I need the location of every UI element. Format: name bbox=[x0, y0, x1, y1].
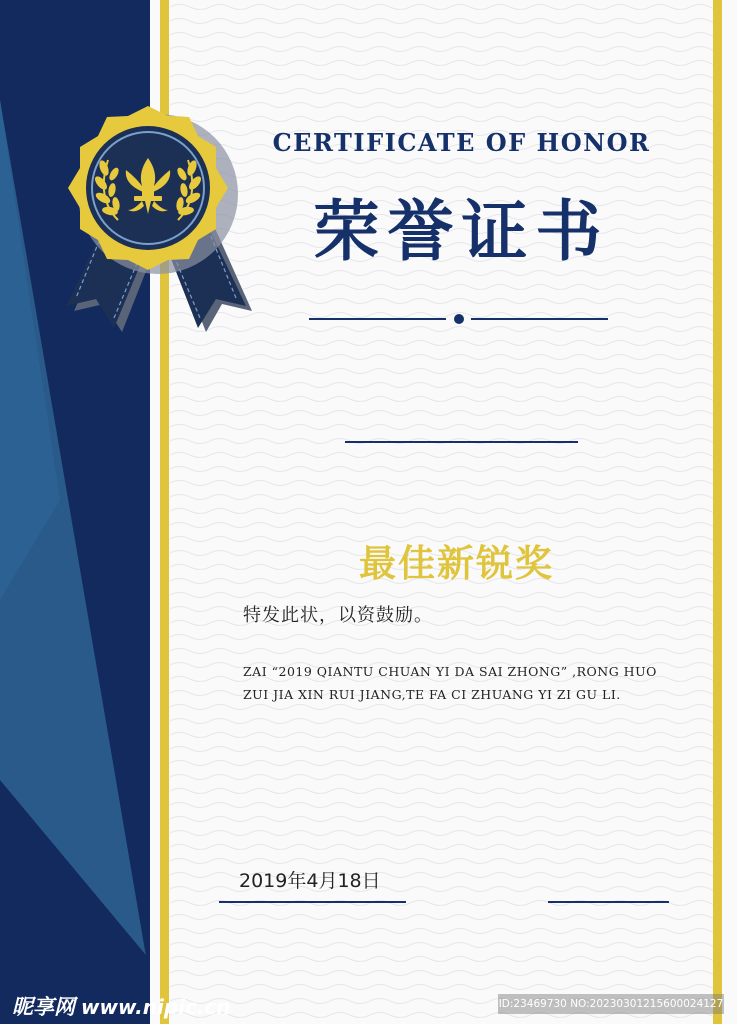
signature-line bbox=[548, 901, 669, 903]
title-divider-left bbox=[309, 318, 446, 320]
issue-date: 2019年4月18日 bbox=[239, 870, 381, 892]
watermark-site bbox=[12, 991, 231, 1021]
certificate-title-chinese: 荣誉证书 bbox=[313, 192, 610, 270]
recipient-name-line bbox=[345, 441, 578, 443]
body-text-chinese: 特发此状，以资鼓励。 bbox=[243, 605, 433, 626]
award-name: 最佳新锐奖 bbox=[359, 542, 554, 585]
title-divider-right bbox=[471, 318, 608, 320]
date-underline bbox=[219, 901, 406, 903]
body-text-english: ZAI “2019 QIANTU CHUAN YI DA SAI ZHONG” ,RONG HUO ZUI JIA XIN RUI JIANG,TE FA CI ZHUANG YI ZI GU LI. bbox=[243, 664, 657, 702]
certificate-title-english: CERTIFICATE OF HONOR bbox=[272, 128, 651, 157]
watermark-id: ID:23469730 NO:20230301215600024127 bbox=[498, 994, 724, 1014]
title-divider-dot bbox=[454, 314, 464, 324]
watermark-url: www.nipic.cn bbox=[81, 995, 231, 1019]
watermark-logo: 昵享网 bbox=[12, 995, 75, 1019]
